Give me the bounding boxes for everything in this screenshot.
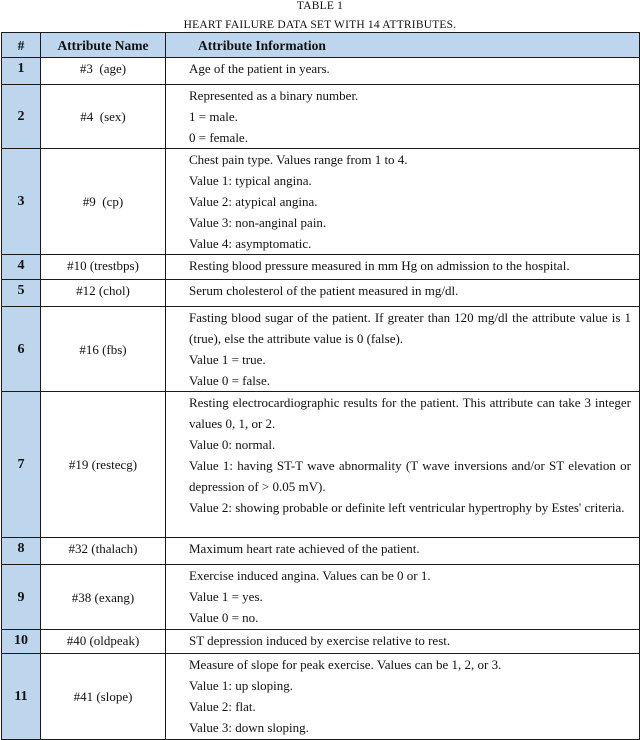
row-number: 5 (2, 280, 41, 307)
table-row (2, 85, 640, 149)
attribute-name: #41 (slope) (41, 654, 166, 740)
header-attribute-name: Attribute Name (41, 33, 166, 58)
table-row (2, 630, 640, 654)
table-row (2, 392, 640, 538)
attribute-name: #3 (age) (41, 58, 166, 85)
info-line: Value 2: showing probable or definite left ventricular hypertrophy by Estes' criteria. (189, 500, 625, 515)
attribute-name: #32 (thalach) (41, 538, 166, 565)
info-line: Value 0: normal. (189, 437, 276, 452)
info-line: Value 4: asymptomatic. (189, 236, 312, 251)
info-line: Value 1 = true. (189, 352, 266, 367)
table-number: TABLE 1 (296, 0, 344, 12)
info-line: Maximum heart rate achieved of the patient. (189, 541, 420, 556)
attribute-name: #38 (exang) (41, 565, 166, 630)
info-line: Chest pain type. Values range from 1 to 4. (189, 152, 408, 167)
attribute-info (166, 255, 640, 280)
row-number: 9 (2, 565, 41, 630)
table-row (2, 538, 640, 565)
info-line: 1 = male. (189, 109, 238, 124)
info-line: Value 1: up sloping. (189, 678, 293, 693)
attribute-name: #10 (trestbps) (41, 255, 166, 280)
attribute-info (166, 392, 640, 538)
info-line: Fasting blood sugar of the patient. If greater than 120 mg/dl the attribute value is 1 (true), else the attribute value is 0 (false). (189, 310, 631, 346)
table-row (2, 307, 640, 392)
info-line: Value 3: non-anginal pain. (189, 215, 327, 230)
table-title: HEART FAILURE DATA SET WITH 14 ATTRIBUTES. (183, 19, 457, 31)
info-line: Exercise induced angina. Values can be 0 or 1. (189, 568, 431, 583)
row-number: 3 (2, 149, 41, 255)
attribute-name: #19 (restecg) (41, 392, 166, 538)
info-line: Represented as a binary number. (189, 88, 359, 103)
attribute-name: #4 (sex) (41, 85, 166, 149)
row-number: 7 (2, 392, 41, 538)
table-row (2, 280, 640, 307)
header-attribute-info: Attribute Information (166, 33, 640, 58)
attribute-name: #16 (fbs) (41, 307, 166, 392)
info-line: Measure of slope for peak exercise. Values can be 1, 2, or 3. (189, 657, 502, 672)
table-row (2, 565, 640, 630)
attribute-info (166, 654, 640, 740)
attribute-name: #9 (cp) (41, 149, 166, 255)
table-row (2, 654, 640, 740)
info-line: Resting electrocardiographic results for the patient. This attribute can take 3 integer values 0, 1, or 2. (189, 395, 631, 431)
row-number: 8 (2, 538, 41, 565)
attribute-info (166, 280, 640, 307)
attribute-info (166, 307, 640, 392)
info-line: Resting blood pressure measured in mm Hg on admission to the hospital. (189, 258, 570, 273)
info-line: Value 1 = yes. (189, 589, 263, 604)
info-line: Value 0 = false. (189, 373, 270, 388)
attribute-name: #12 (chol) (41, 280, 166, 307)
info-line: Value 1: typical angina. (189, 173, 312, 188)
info-line: Serum cholesterol of the patient measured in mg/dl. (189, 283, 459, 298)
attribute-name: #40 (oldpeak) (41, 630, 166, 654)
info-line: Value 2: flat. (189, 699, 256, 714)
info-line: Age of the patient in years. (189, 61, 330, 76)
attribute-info (166, 565, 640, 630)
attribute-info (166, 149, 640, 255)
info-line: ST depression induced by exercise relative to rest. (189, 633, 451, 648)
table-row (2, 255, 640, 280)
info-line: Value 2: atypical angina. (189, 194, 318, 209)
row-number: 4 (2, 255, 41, 280)
table-row (2, 58, 640, 85)
row-number: 2 (2, 85, 41, 149)
header-row (2, 33, 640, 58)
attribute-info (166, 85, 640, 149)
attribute-info (166, 538, 640, 565)
info-line: Value 0 = no. (189, 610, 259, 625)
attribute-info (166, 58, 640, 85)
attributes-table (1, 32, 640, 740)
row-number: 10 (2, 630, 41, 654)
header-num: # (2, 33, 41, 58)
row-number: 11 (2, 654, 41, 740)
row-number: 1 (2, 58, 41, 85)
attribute-info (166, 630, 640, 654)
table-row (2, 149, 640, 255)
info-line: 0 = female. (189, 130, 248, 145)
row-number: 6 (2, 307, 41, 392)
info-line: Value 1: having ST-T wave abnormality (T wave inversions and/or ST elevation or depression of > 0.05 mV). (189, 458, 631, 494)
info-line: Value 3: down sloping. (189, 720, 309, 735)
